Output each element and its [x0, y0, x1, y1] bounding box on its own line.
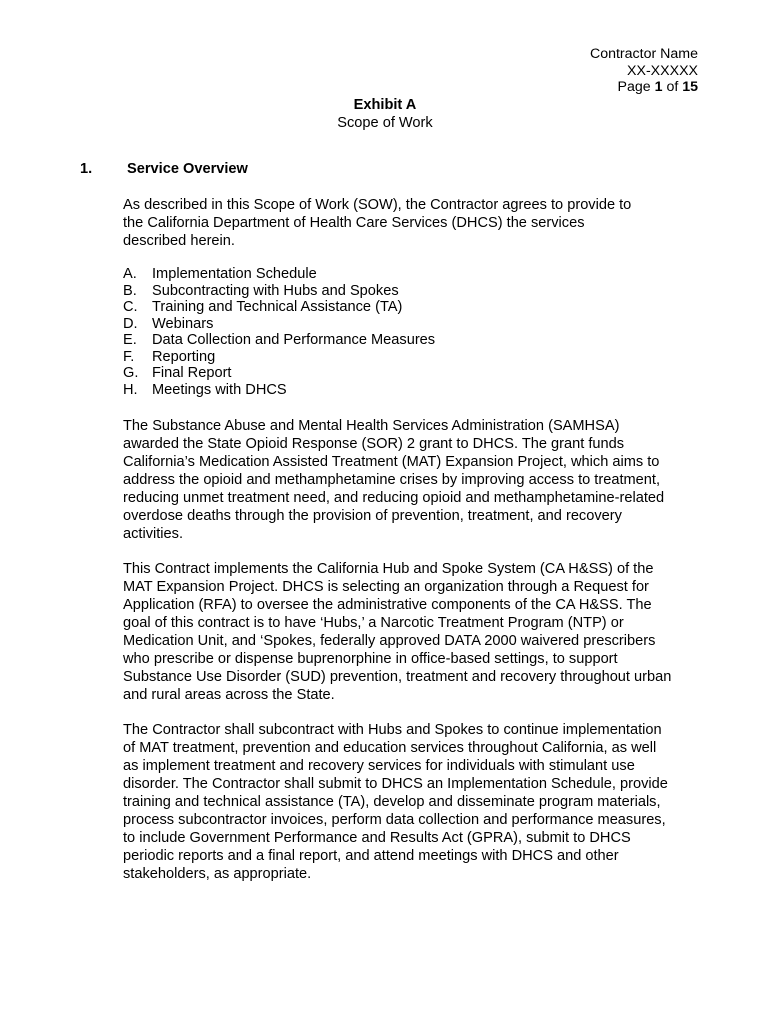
- text-line: MAT Expansion Project. DHCS is selecting an organization through a Request for: [123, 579, 649, 595]
- text-line: California’s Medication Assisted Treatment (MAT) Expansion Project, which aims to: [123, 454, 660, 470]
- text-line: Medication Unit, and ‘Spokes, federally approved DATA 2000 waivered prescribers: [123, 633, 656, 649]
- paragraph-intro: [123, 196, 703, 250]
- list-letter: D.: [123, 315, 138, 332]
- page-header: [590, 46, 698, 96]
- list-text: Reporting: [152, 348, 216, 365]
- list-letter: G.: [123, 365, 139, 381]
- section-title: Service Overview: [127, 161, 248, 177]
- text-line: overdose deaths through the provision of prevention, treatment, and recovery: [123, 508, 622, 524]
- list-letter: E.: [123, 332, 137, 348]
- list-letter: F.: [123, 348, 135, 365]
- text-line: goal of this contract is to have ‘Hubs,’ a Narcotic Treatment Program (NTP) or: [123, 615, 624, 631]
- list-item: [123, 382, 703, 399]
- text-line: the California Department of Health Care Services (DHCS) the services: [123, 215, 585, 231]
- list-text: Meetings with DHCS: [152, 381, 287, 398]
- text-line: disorder. The Contractor shall submit to DHCS an Implementation Schedule, provide: [123, 776, 668, 792]
- list-item: [123, 365, 703, 382]
- text-line: The Contractor shall subcontract with Hubs and Spokes to continue implementation: [123, 722, 662, 738]
- list-item: [123, 283, 703, 300]
- text-line: process subcontractor invoices, perform data collection and performance measures,: [123, 812, 666, 828]
- contract-number: XX-XXXXX: [627, 62, 698, 79]
- text-line: and rural areas across the State.: [123, 687, 335, 703]
- list-text: Final Report: [152, 365, 232, 381]
- list-text: Webinars: [152, 315, 214, 332]
- list-letter: C.: [123, 299, 138, 315]
- list-text: Subcontracting with Hubs and Spokes: [152, 282, 399, 299]
- text-line: to include Government Performance and Results Act (GPRA), submit to DHCS: [123, 830, 631, 846]
- list-text: Training and Technical Assistance (TA): [152, 299, 403, 315]
- paragraph-contractor-duties: [123, 721, 703, 883]
- paragraph-hub-spoke: [123, 560, 703, 704]
- page-number: [590, 79, 698, 96]
- exhibit-title: Exhibit A: [353, 97, 417, 113]
- text-line: activities.: [123, 526, 184, 542]
- list-text: Data Collection and Performance Measures: [152, 332, 436, 348]
- section-heading: [80, 160, 248, 178]
- text-line: training and technical assistance (TA), develop and disseminate program materials,: [123, 794, 661, 810]
- text-line: This Contract implements the California Hub and Spoke System (CA H&SS) of the: [123, 561, 654, 577]
- title-block: [0, 96, 770, 132]
- list-item: [123, 299, 703, 316]
- list-item: [123, 349, 703, 366]
- text-line: address the opioid and methamphetamine crises by improving access to treatment,: [123, 472, 660, 488]
- list-item: [123, 332, 703, 349]
- text-line: as implement treatment and recovery services for individuals with stimulant use: [123, 758, 635, 774]
- text-line: The Substance Abuse and Mental Health Services Administration (SAMHSA): [123, 418, 620, 434]
- list-item: [123, 316, 703, 333]
- exhibit-subtitle: Scope of Work: [337, 115, 433, 131]
- contractor-name: Contractor Name: [589, 46, 698, 62]
- text-line: As described in this Scope of Work (SOW), the Contractor agrees to provide to: [123, 197, 632, 213]
- service-list: [123, 266, 703, 398]
- text-line: who prescribe or dispense buprenorphine in office-based settings, to support: [123, 651, 618, 667]
- list-letter: A.: [123, 266, 137, 282]
- text-line: reducing unmet treatment need, and reducing opioid and methamphetamine-related: [123, 490, 665, 506]
- list-item: [123, 266, 703, 283]
- text-line: awarded the State Opioid Response (SOR) 2 grant to DHCS. The grant funds: [123, 436, 625, 452]
- page-current: 1: [654, 79, 663, 95]
- page-of: of: [662, 79, 683, 95]
- page-total: 15: [682, 79, 698, 95]
- text-line: Application (RFA) to oversee the administrative components of the CA H&SS. The: [123, 597, 652, 613]
- section-number: 1.: [80, 161, 93, 177]
- text-line: periodic reports and a final report, and attend meetings with DHCS and other: [123, 848, 619, 864]
- text-line: described herein.: [123, 233, 235, 249]
- list-letter: H.: [123, 381, 138, 398]
- list-letter: B.: [123, 282, 137, 299]
- page-prefix: Page: [617, 79, 655, 95]
- paragraph-samhsa: [123, 417, 703, 543]
- text-line: of MAT treatment, prevention and education services throughout California, as well: [123, 740, 657, 756]
- text-line: stakeholders, as appropriate.: [123, 866, 312, 882]
- text-line: Substance Use Disorder (SUD) prevention, treatment and recovery throughout urban: [123, 669, 672, 685]
- list-text: Implementation Schedule: [152, 266, 317, 282]
